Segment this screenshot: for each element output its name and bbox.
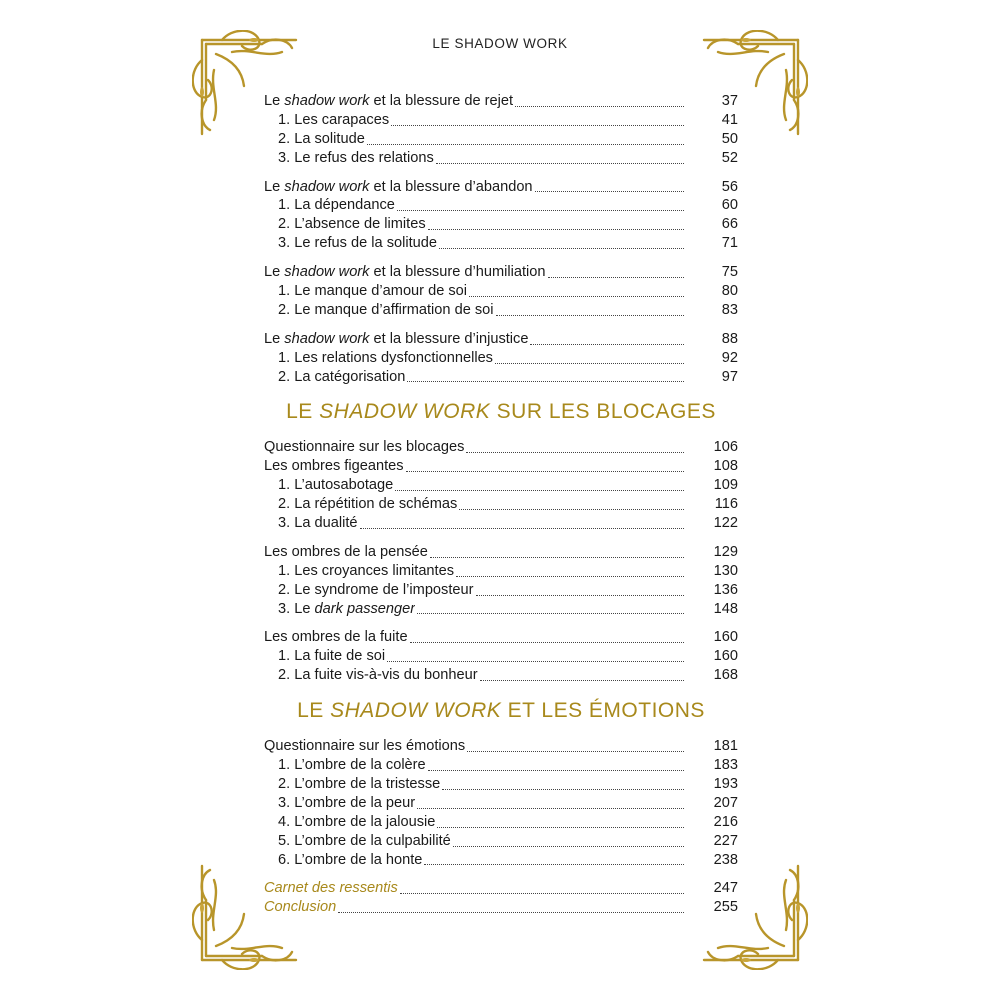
- toc-page-number: 207: [713, 794, 738, 811]
- toc-entry-text: Le: [264, 264, 285, 281]
- toc-subentry[interactable]: [264, 234, 738, 253]
- spacer: [264, 618, 738, 628]
- spacer: [264, 320, 738, 330]
- toc-entry[interactable]: [264, 737, 738, 756]
- toc-entry[interactable]: [264, 438, 738, 457]
- toc-entry-text: 1. L’ombre de la colère: [278, 757, 426, 774]
- toc-entry-label: [264, 178, 533, 197]
- toc-entry[interactable]: [264, 330, 738, 349]
- dot-leader: [428, 228, 684, 230]
- toc-page-number: 50: [721, 130, 738, 147]
- toc-page-number: 88: [721, 330, 738, 347]
- section-heading-emphasis: SHADOW WORK: [330, 699, 502, 723]
- spacer: [264, 727, 738, 737]
- toc-entry-label: [264, 794, 415, 813]
- dot-leader: [530, 343, 684, 345]
- dot-leader: [428, 769, 684, 771]
- toc-subentry[interactable]: [264, 514, 738, 533]
- dot-leader: [548, 276, 685, 278]
- toc-entry-label: [264, 92, 513, 111]
- toc-page-number: 116: [714, 496, 738, 513]
- toc-page-number: 109: [713, 477, 738, 494]
- toc-entry-text: 2. La fuite vis-à-vis du bonheur: [278, 667, 478, 684]
- toc-page-number: 60: [721, 197, 738, 214]
- toc-entry-text-suffix: et la blessure d’abandon: [369, 178, 533, 195]
- toc-entry-text: 1. La dépendance: [278, 197, 395, 214]
- toc-subentry[interactable]: [264, 215, 738, 234]
- toc-entry-text: 2. L’ombre de la tristesse: [278, 775, 441, 792]
- dot-leader: [442, 788, 684, 790]
- toc-entry-label: [264, 898, 336, 917]
- toc-entry-text: 2. La catégorisation: [278, 368, 406, 385]
- dot-leader: [387, 660, 684, 662]
- toc-subentry[interactable]: [264, 111, 738, 130]
- toc-entry-label: [264, 879, 398, 898]
- toc-page-number: 71: [721, 235, 738, 252]
- dot-leader: [456, 575, 684, 577]
- toc-entry-text: 1. L’autosabotage: [278, 477, 394, 494]
- toc-entry-label: [264, 234, 437, 253]
- toc-subentry[interactable]: [264, 851, 738, 870]
- toc-page-number: 168: [713, 667, 738, 684]
- section-heading-suffix: SUR LES BLOCAGES: [490, 400, 716, 424]
- toc-entry-text: Le: [264, 330, 285, 347]
- toc-entry-text: 2. La solitude: [278, 130, 365, 147]
- toc-entry-text: Questionnaire sur les émotions: [264, 738, 466, 755]
- toc-entry-emphasis: shadow work: [284, 264, 370, 281]
- toc-entry-text: 2. Le manque d’affirmation de soi: [278, 301, 494, 318]
- dot-leader: [436, 162, 684, 164]
- toc-entry-text: Questionnaire sur les blocages: [264, 439, 465, 456]
- dot-leader: [417, 612, 684, 614]
- toc-entry-emphasis: dark passenger: [314, 600, 416, 617]
- dot-leader: [391, 124, 684, 126]
- toc-subentry[interactable]: [264, 476, 738, 495]
- toc-entry-emphasis: shadow work: [284, 178, 370, 195]
- toc-entry[interactable]: [264, 898, 738, 917]
- toc-entry-label: [264, 282, 467, 301]
- toc-page-number: 52: [721, 149, 738, 166]
- toc-page-number: 80: [721, 283, 738, 300]
- dot-leader: [439, 247, 684, 249]
- toc-page-number: 122: [713, 515, 738, 532]
- toc-subentry[interactable]: [264, 282, 738, 301]
- toc-subentry[interactable]: [264, 647, 738, 666]
- spacer: [264, 253, 738, 263]
- toc-entry-label: [264, 851, 422, 870]
- spacer: [264, 428, 738, 438]
- toc-entry-emphasis: shadow work: [284, 330, 370, 347]
- toc-subentry[interactable]: [264, 666, 738, 685]
- dot-leader: [360, 527, 684, 529]
- toc-entry-text: 1. La fuite de soi: [278, 648, 386, 665]
- toc-page-number: 41: [721, 111, 738, 128]
- toc-entry-label: [264, 581, 474, 600]
- toc-page-number: 247: [713, 880, 738, 897]
- toc-entry-text: 4. L’ombre de la jalousie: [278, 813, 436, 830]
- toc-entry-text: 2. La répétition de schémas: [278, 496, 458, 513]
- toc-entry-text: 3. Le: [278, 600, 315, 617]
- toc-entry-text: 5. L’ombre de la culpabilité: [278, 832, 451, 849]
- toc-page-number: 193: [713, 775, 738, 792]
- section-heading: [264, 695, 738, 727]
- toc-page-number: 106: [713, 439, 738, 456]
- toc-subentry[interactable]: [264, 775, 738, 794]
- toc-entry-label: [264, 813, 435, 832]
- toc-entry-label: [264, 215, 426, 234]
- toc-page-number: 83: [721, 301, 738, 318]
- toc-subentry[interactable]: [264, 813, 738, 832]
- toc-entry-text: 3. Le refus de la solitude: [278, 235, 438, 252]
- toc-page-number: 108: [713, 458, 738, 475]
- dot-leader: [407, 380, 684, 382]
- toc-entry-text: Les ombres de la fuite: [264, 629, 408, 646]
- toc-page-number: 92: [721, 349, 738, 366]
- dot-leader: [417, 807, 684, 809]
- dot-leader: [480, 679, 684, 681]
- dot-leader: [467, 750, 684, 752]
- toc-entry-text: 6. L’ombre de la honte: [278, 851, 423, 868]
- toc-page-number: 227: [713, 832, 738, 849]
- dot-leader: [338, 911, 684, 913]
- toc-entry-text-suffix: et la blessure d’injustice: [369, 330, 529, 347]
- spacer: [264, 533, 738, 543]
- toc-subentry[interactable]: [264, 600, 738, 619]
- toc-entry-label: [264, 149, 434, 168]
- toc-entry-text: 2. Le syndrome de l’imposteur: [278, 581, 474, 598]
- dot-leader: [406, 470, 684, 472]
- toc-subentry[interactable]: [264, 301, 738, 320]
- toc-page-number: 129: [713, 543, 738, 560]
- section-heading-emphasis: SHADOW WORK: [319, 400, 491, 424]
- toc-subentry[interactable]: [264, 196, 738, 215]
- spacer: [264, 685, 738, 695]
- toc-entry-label: [264, 196, 395, 215]
- toc-entry-label: [264, 457, 404, 476]
- toc-entry-text-suffix: et la blessure de rejet: [369, 93, 514, 109]
- section-heading-suffix: ET LES ÉMOTIONS: [501, 699, 705, 723]
- toc-entry[interactable]: [264, 263, 738, 282]
- toc-entry-label: [264, 368, 405, 387]
- toc-subentry[interactable]: [264, 368, 738, 387]
- toc-page-number: 216: [713, 813, 738, 830]
- dot-leader: [469, 295, 684, 297]
- dot-leader: [476, 594, 685, 596]
- toc-page-number: 130: [713, 562, 738, 579]
- toc-entry-label: [264, 775, 440, 794]
- dot-leader: [400, 892, 684, 894]
- toc-page-number: 181: [713, 738, 738, 755]
- toc-subentry[interactable]: [264, 349, 738, 368]
- dot-leader: [496, 314, 684, 316]
- toc-entry-label: [264, 514, 358, 533]
- toc-entry-label: [264, 666, 478, 685]
- toc-entry-text: Carnet des ressentis: [264, 880, 398, 897]
- toc-subentry[interactable]: [264, 794, 738, 813]
- table-of-contents: [264, 92, 738, 917]
- toc-entry-text: Conclusion: [264, 899, 337, 916]
- toc-entry-label: [264, 301, 494, 320]
- spacer: [264, 869, 738, 879]
- toc-subentry[interactable]: [264, 581, 738, 600]
- toc-entry-label: [264, 543, 428, 562]
- toc-entry-label: [264, 756, 426, 775]
- toc-entry-text: Le: [264, 93, 285, 109]
- toc-page-number: 183: [713, 757, 738, 774]
- toc-entry-label: [264, 263, 546, 282]
- toc-page-number: 37: [721, 93, 738, 109]
- toc-entry-label: [264, 600, 415, 619]
- toc-entry-label: [264, 330, 528, 349]
- section-heading-prefix: LE: [286, 400, 320, 424]
- toc-entry-label: [264, 349, 493, 368]
- toc-entry-label: [264, 130, 365, 149]
- toc-entry-text: Les ombres figeantes: [264, 458, 404, 475]
- toc-entry[interactable]: [264, 879, 738, 898]
- toc-entry-emphasis: shadow work: [284, 93, 370, 109]
- toc-page-number: 160: [713, 648, 738, 665]
- toc-subentry[interactable]: [264, 149, 738, 168]
- toc-entry-text: 1. Les croyances limitantes: [278, 562, 455, 579]
- dot-leader: [515, 105, 684, 107]
- spacer: [264, 168, 738, 178]
- toc-subentry[interactable]: [264, 130, 738, 149]
- toc-entry-text: 1. Les relations dysfonctionnelles: [278, 349, 493, 366]
- dot-leader: [459, 508, 684, 510]
- toc-page-number: 148: [713, 600, 738, 617]
- running-header: LE SHADOW WORK: [432, 36, 568, 51]
- toc-entry-label: [264, 628, 408, 647]
- dot-leader: [466, 451, 684, 453]
- toc-entry[interactable]: [264, 543, 738, 562]
- toc-entry-text: 2. L’absence de limites: [278, 216, 426, 233]
- toc-entry-text: Le: [264, 178, 285, 195]
- toc-entry-text: 1. Les carapaces: [278, 111, 390, 128]
- toc-entry-label: [264, 495, 457, 514]
- section-heading: [264, 396, 738, 428]
- toc-entry-text-suffix: et la blessure d’humiliation: [369, 264, 546, 281]
- dot-leader: [430, 556, 684, 558]
- toc-entry-label: [264, 832, 451, 851]
- toc-entry-label: [264, 438, 464, 457]
- toc-entry-label: [264, 111, 389, 130]
- dot-leader: [367, 143, 684, 145]
- toc-entry-text: 3. L’ombre de la peur: [278, 794, 416, 811]
- dot-leader: [424, 863, 684, 865]
- dot-leader: [535, 190, 684, 192]
- spacer: [264, 386, 738, 396]
- toc-entry-text: 1. Le manque d’amour de soi: [278, 283, 468, 300]
- toc-page-number: 66: [721, 216, 738, 233]
- toc-page-number: 75: [721, 264, 738, 281]
- toc-entry-label: [264, 562, 454, 581]
- toc-entry-text: 3. Le refus des relations: [278, 149, 434, 166]
- toc-subentry[interactable]: [264, 495, 738, 514]
- toc-page-number: 56: [721, 178, 738, 195]
- toc-page-number: 160: [713, 629, 738, 646]
- dot-leader: [437, 826, 684, 828]
- toc-page-number: 97: [721, 368, 738, 385]
- toc-subentry[interactable]: [264, 832, 738, 851]
- dot-leader: [453, 845, 684, 847]
- toc-page-number: 238: [713, 851, 738, 868]
- toc-subentry[interactable]: [264, 562, 738, 581]
- toc-entry[interactable]: [264, 457, 738, 476]
- toc-entry-label: [264, 737, 465, 756]
- toc-entry[interactable]: [264, 628, 738, 647]
- toc-entry[interactable]: [264, 92, 738, 111]
- toc-entry-label: [264, 647, 385, 666]
- toc-entry-label: [264, 476, 393, 495]
- dot-leader: [410, 641, 684, 643]
- toc-entry-text: Les ombres de la pensée: [264, 543, 428, 560]
- toc-entry-text: 3. La dualité: [278, 515, 358, 532]
- toc-subentry[interactable]: [264, 756, 738, 775]
- toc-page-number: 255: [713, 899, 738, 916]
- dot-leader: [397, 209, 684, 211]
- toc-entry[interactable]: [264, 178, 738, 197]
- section-heading-prefix: LE: [297, 699, 331, 723]
- toc-page-number: 136: [713, 581, 738, 598]
- dot-leader: [395, 489, 684, 491]
- dot-leader: [495, 362, 684, 364]
